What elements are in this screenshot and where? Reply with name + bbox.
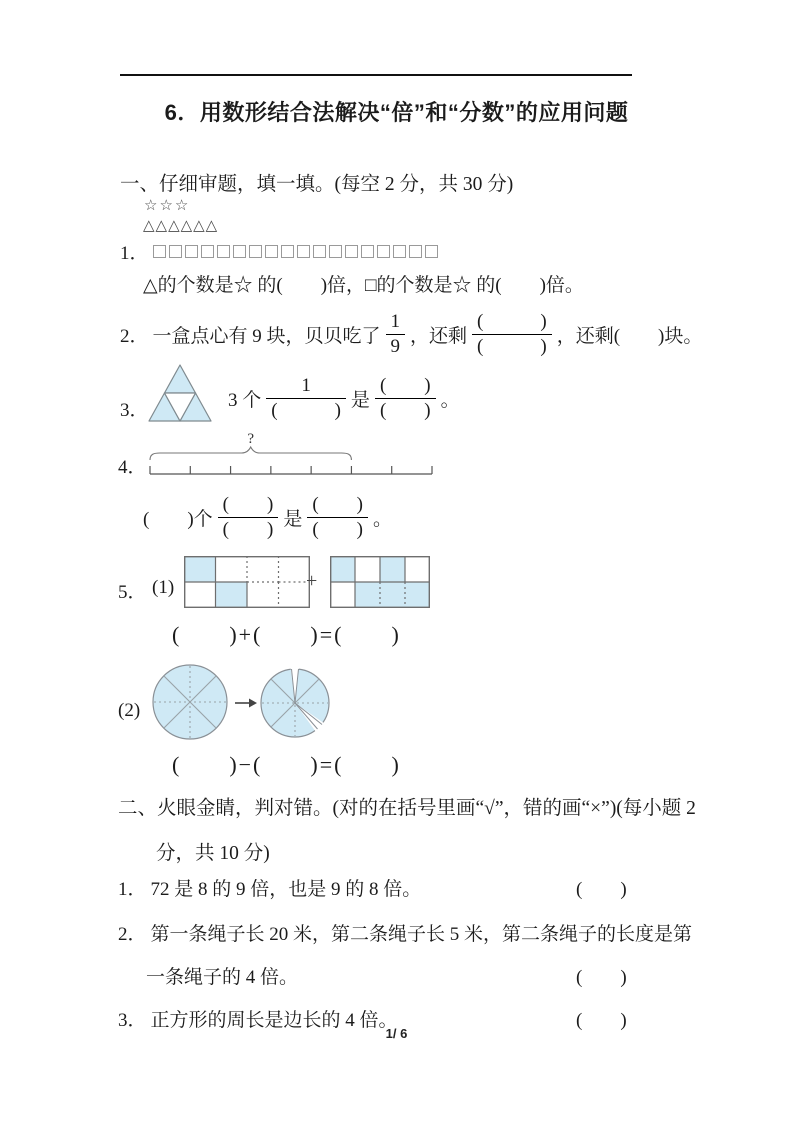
fraction-numerator: 1 — [390, 310, 401, 332]
q2-text1: 一盒点心有 9 块，贝贝吃了 — [152, 325, 381, 347]
square-shape — [153, 245, 166, 258]
q5-part2-label: (2) — [118, 700, 141, 721]
q5-number: 5． — [118, 582, 147, 603]
equation-2: ( )−( )=( ) — [172, 752, 401, 777]
square-shape — [281, 245, 294, 258]
q3-text3: 。 — [440, 389, 460, 411]
judge-item-2 — [118, 919, 692, 946]
judge-item-1 — [118, 874, 421, 901]
page-title: 6．用数形结合法解决“倍”和“分数”的应用问题 — [164, 100, 629, 125]
q3-text1: 3 个 — [228, 389, 262, 411]
answer-bracket: ( ) — [576, 1010, 627, 1031]
square-shape — [297, 245, 310, 258]
q4-text2: 是 — [283, 508, 303, 530]
square-shape — [345, 245, 358, 258]
fraction-blank — [472, 311, 552, 358]
grid-figure-2 — [330, 556, 430, 608]
square-shape — [313, 245, 326, 258]
q1-statement: △的个数是☆ 的( )倍，□的个数是☆ 的( )倍。 — [143, 275, 584, 296]
item-number: 2． — [118, 924, 147, 945]
circle-figure-after — [258, 665, 334, 741]
q4-text3: 。 — [372, 508, 392, 530]
section2-heading-line2: 分，共 10 分) — [156, 843, 270, 864]
fraction-blank — [307, 494, 368, 541]
fraction-denominator: ( ) — [472, 334, 552, 358]
fraction-numerator: ( ) — [477, 310, 547, 332]
square-shape — [169, 245, 182, 258]
square-shape — [249, 245, 262, 258]
fraction-blank — [266, 375, 346, 422]
triangle-row: △△△△△△ — [143, 216, 219, 234]
item-text: 第一条绳子长 20 米，第二条绳子长 5 米，第二条绳子的长度是第 — [150, 924, 693, 945]
item-text: 正方形的周长是边长的 4 倍。 — [150, 1010, 398, 1031]
q1-number: 1． — [120, 243, 149, 264]
plus-sign: + — [306, 570, 318, 592]
square-shape — [361, 245, 374, 258]
fraction-numerator: ( ) — [222, 493, 274, 515]
square-shape — [393, 245, 406, 258]
square-shape — [425, 245, 438, 258]
arrow-icon — [234, 696, 258, 710]
section1-heading: 一、仔细审题，填一填。(每空 2 分，共 30 分) — [120, 174, 514, 195]
square-shape — [201, 245, 214, 258]
fraction-numerator: ( ) — [379, 374, 431, 396]
triangle-figure — [147, 362, 213, 424]
q2-line — [120, 306, 702, 362]
top-rule — [120, 74, 632, 76]
q2-text2: ，还剩 — [410, 325, 468, 347]
fraction-blank — [218, 494, 279, 541]
section2-heading-line1: 二、火眼金睛，判对错。(对的在括号里画“√”，错的画“×”)(每小题 2 — [118, 798, 696, 819]
page-number: 1/ 6 — [385, 1026, 408, 1041]
square-shape — [329, 245, 342, 258]
numberline-figure — [146, 430, 438, 480]
q4-answer-line — [143, 488, 392, 546]
square-shape — [265, 245, 278, 258]
item-text: 72 是 8 的 9 倍，也是 9 的 8 倍。 — [150, 879, 422, 900]
item-number: 3． — [118, 1010, 147, 1031]
fraction-blank — [375, 375, 436, 422]
square-shape — [217, 245, 230, 258]
fraction-numerator: ( ) — [312, 493, 363, 515]
square-shape — [377, 245, 390, 258]
q3-line — [228, 368, 460, 428]
fraction-denominator: ( ) — [375, 398, 436, 422]
fraction-denominator: ( ) — [218, 517, 279, 541]
question-mark: ? — [247, 431, 255, 447]
q2-number: 2． — [120, 325, 149, 347]
grid-figure-1 — [184, 556, 310, 608]
answer-bracket: ( ) — [576, 879, 627, 900]
fraction-denominator: 9 — [386, 334, 406, 358]
q2-text3: ，还剩( )块。 — [556, 325, 703, 347]
square-shape — [233, 245, 246, 258]
q3-number: 3． — [120, 400, 149, 421]
circle-figure-before — [150, 662, 230, 742]
q4-text1: ( )个 — [143, 508, 213, 530]
fraction-denominator: ( ) — [266, 398, 346, 422]
fraction-denominator: ( ) — [307, 517, 368, 541]
fraction-numerator: 1 — [301, 374, 311, 396]
fraction-blank — [386, 311, 406, 358]
square-shape — [185, 245, 198, 258]
q1-figure-row — [120, 238, 441, 265]
q5-part1-label: (1) — [152, 577, 175, 598]
judge-item-2-line2: 一条绳子的 4 倍。 — [146, 967, 299, 988]
square-row — [153, 245, 441, 258]
equation-1: ( )+( )=( ) — [172, 622, 401, 647]
answer-bracket: ( ) — [576, 967, 627, 988]
star-row: ☆☆☆ — [144, 196, 191, 214]
item-number: 1． — [118, 879, 147, 900]
square-shape — [409, 245, 422, 258]
q4-number: 4． — [118, 457, 147, 478]
q3-text2: 是 — [350, 389, 370, 411]
